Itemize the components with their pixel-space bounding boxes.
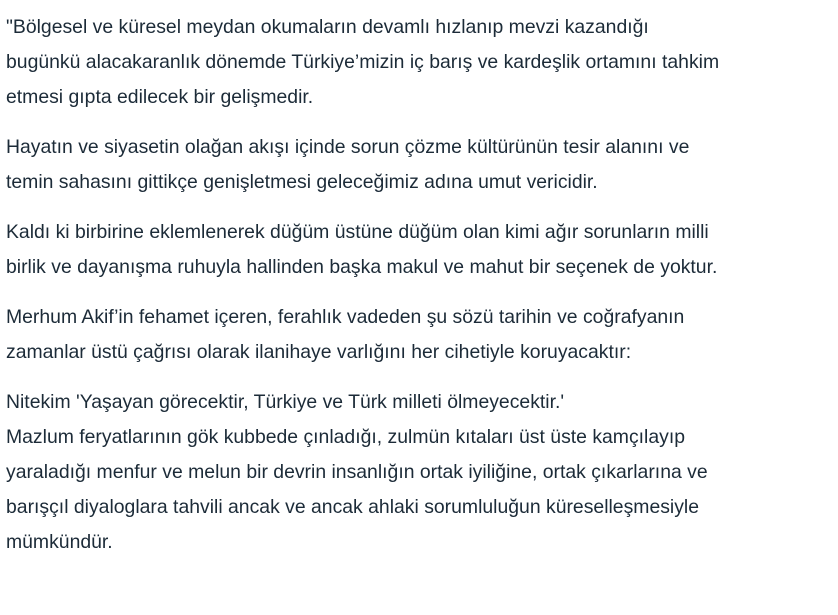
article-body: [6, 10, 834, 560]
paragraph-3: [6, 215, 834, 285]
paragraph-2: [6, 130, 834, 200]
text-line: etmesi gıpta edilecek bir gelişmedir.: [6, 86, 314, 108]
text-line: "Bölgesel ve küresel meydan okumaların devamlı hızlanıp mevzi kazandığı: [6, 16, 649, 38]
text-line: mümkündür.: [6, 531, 113, 553]
paragraph-4: [6, 300, 834, 370]
text-line: Mazlum feryatlarının gök kubbede çınladığı, zulmün kıtaları üst üste kamçılayıp: [6, 426, 685, 448]
text-line: barışçıl diyaloglara tahvili ancak ve ancak ahlaki sorumluluğun küreselleşmesiyle: [6, 496, 700, 518]
text-line: Hayatın ve siyasetin olağan akışı içinde sorun çözme kültürünün tesir alanını ve: [6, 136, 690, 158]
text-line: Kaldı ki birbirine eklemlenerek düğüm üstüne düğüm olan kimi ağır sorunların milli: [6, 221, 709, 243]
text-line: zamanlar üstü çağrısı olarak ilanihaye varlığını her cihetiyle koruyacaktır:: [6, 341, 632, 363]
text-line: yaraladığı menfur ve melun bir devrin insanlığın ortak iyiliğine, ortak çıkarlarına ve: [6, 461, 708, 483]
text-line: temin sahasını gittikçe genişletmesi geleceğimiz adına umut vericidir.: [6, 171, 598, 193]
text-line: birlik ve dayanışma ruhuyla hallinden başka makul ve mahut bir seçenek de yoktur.: [6, 256, 718, 278]
paragraph-1: [6, 10, 834, 115]
text-line: bugünkü alacakaranlık dönemde Türkiye’mizin iç barış ve kardeşlik ortamını tahkim: [6, 51, 720, 73]
paragraph-5: [6, 385, 834, 560]
text-line: Nitekim 'Yaşayan görecektir, Türkiye ve Türk milleti ölmeyecektir.': [6, 391, 565, 413]
text-line: Merhum Akif’in fehamet içeren, ferahlık vadeden şu sözü tarihin ve coğrafyanın: [6, 306, 685, 328]
